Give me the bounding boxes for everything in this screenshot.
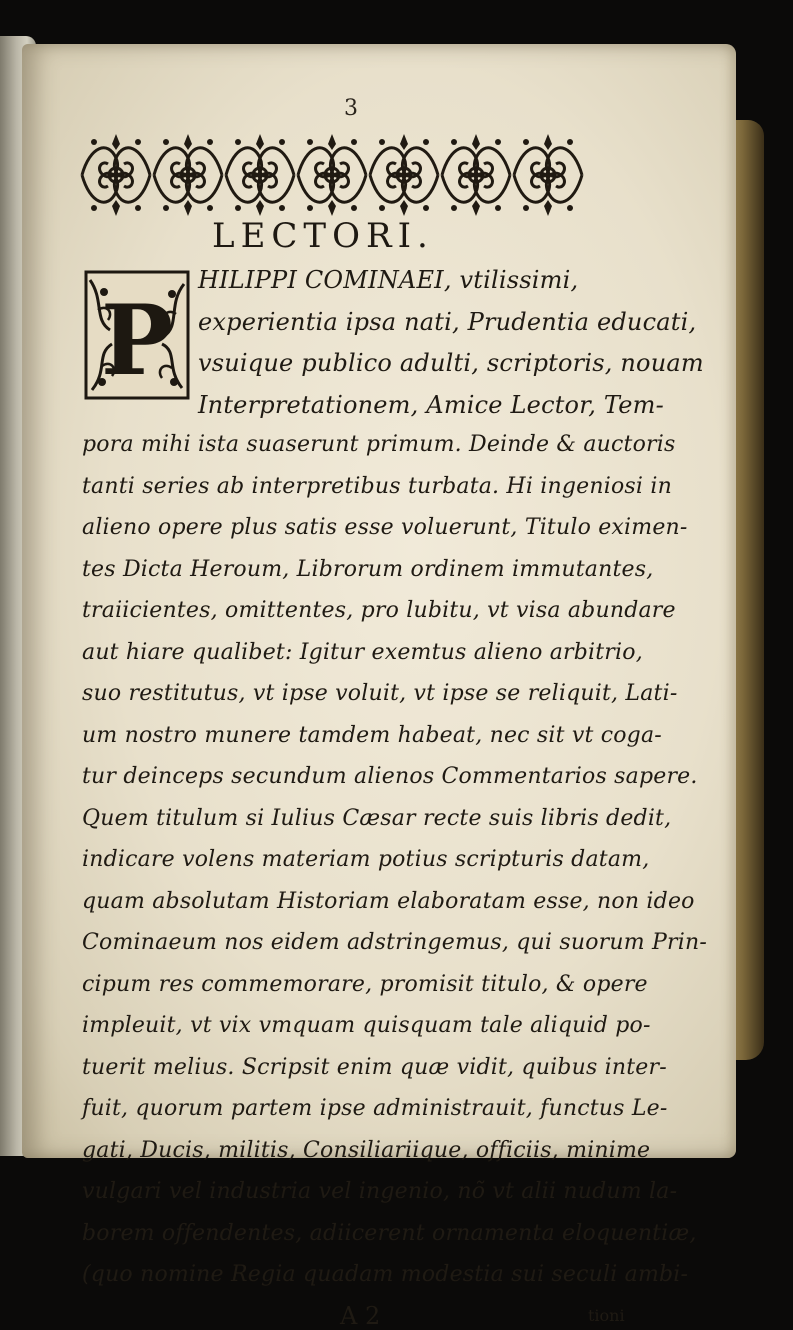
book-page bbox=[22, 44, 736, 1330]
text-line: experientia ipsa nati, Prudentia educati, bbox=[198, 307, 697, 336]
text-line: cipum res commemorare, promisit titulo, & opere bbox=[82, 971, 648, 997]
text-line: tuerit melius. Scripsit enim quæ vidit, quibus inter- bbox=[82, 1054, 667, 1080]
catchword: tioni bbox=[588, 1306, 625, 1325]
decorated-initial bbox=[84, 270, 190, 400]
text-line: Interpretationem, Amice Lector, Tem- bbox=[198, 390, 664, 419]
text-line: (quo nomine Regia quadam modestia sui seculi ambi- bbox=[82, 1262, 689, 1287]
text-line: borem offendentes, adiicerent ornamenta eloquentiæ, bbox=[82, 1220, 697, 1246]
text-line: Cominaeum nos eidem adstringemus, qui suorum Prin- bbox=[82, 930, 707, 955]
text-line: vsuique publico adulti, scriptoris, nouam bbox=[198, 349, 704, 377]
text-line: impleuit, vt vix vmquam quisquam tale aliquid po- bbox=[82, 1013, 651, 1038]
text-line: quam absolutam Historiam elaboratam esse, non ideo bbox=[82, 888, 695, 914]
text-line: suo restitutus, vt ipse voluit, vt ipse se reliquit, Lati- bbox=[82, 681, 678, 706]
text-line: HILIPPI COMINAEI, vtilissimi, bbox=[198, 266, 579, 294]
text-line: indicare volens materiam potius scripturis datam, bbox=[82, 847, 650, 872]
text-line: aut hiare qualibet: Igitur exemtus alieno arbitrio, bbox=[82, 639, 643, 665]
text-line: traiicientes, omittentes, pro lubitu, vt visa abundare bbox=[82, 598, 676, 623]
text-line: gati, Ducis, militis, Consiliariique, officiis, minime bbox=[82, 1137, 651, 1163]
text-line: um nostro munere tamdem habeat, nec sit vt coga- bbox=[82, 722, 662, 748]
headpiece-ornament bbox=[80, 128, 590, 222]
text-line: Quem titulum si Iulius Cæsar recte suis libris dedit, bbox=[82, 805, 672, 831]
text-line: vulgari vel industria vel ingenio, nõ vt alii nudum la- bbox=[82, 1179, 678, 1204]
text-line: tes Dicta Heroum, Librorum ordinem immutantes, bbox=[82, 556, 654, 582]
page-number: 3 bbox=[344, 96, 358, 121]
page-heading: LECTORI. bbox=[212, 216, 434, 256]
text-line: tanti series ab interpretibus turbata. Hi ingeniosi in bbox=[82, 473, 672, 499]
dropcap-letter: P bbox=[100, 284, 174, 397]
text-line: fuit, quorum partem ipse administrauit, functus Le- bbox=[82, 1096, 668, 1121]
text-line: tur deinceps secundum alienos Commentarios sapere. bbox=[82, 764, 698, 789]
text-line: alieno opere plus satis esse voluerunt, Titulo eximen- bbox=[82, 515, 688, 540]
signature-mark: A 2 bbox=[340, 1302, 381, 1330]
text-line: pora mihi ista suaserunt primum. Deinde & auctoris bbox=[82, 432, 676, 457]
